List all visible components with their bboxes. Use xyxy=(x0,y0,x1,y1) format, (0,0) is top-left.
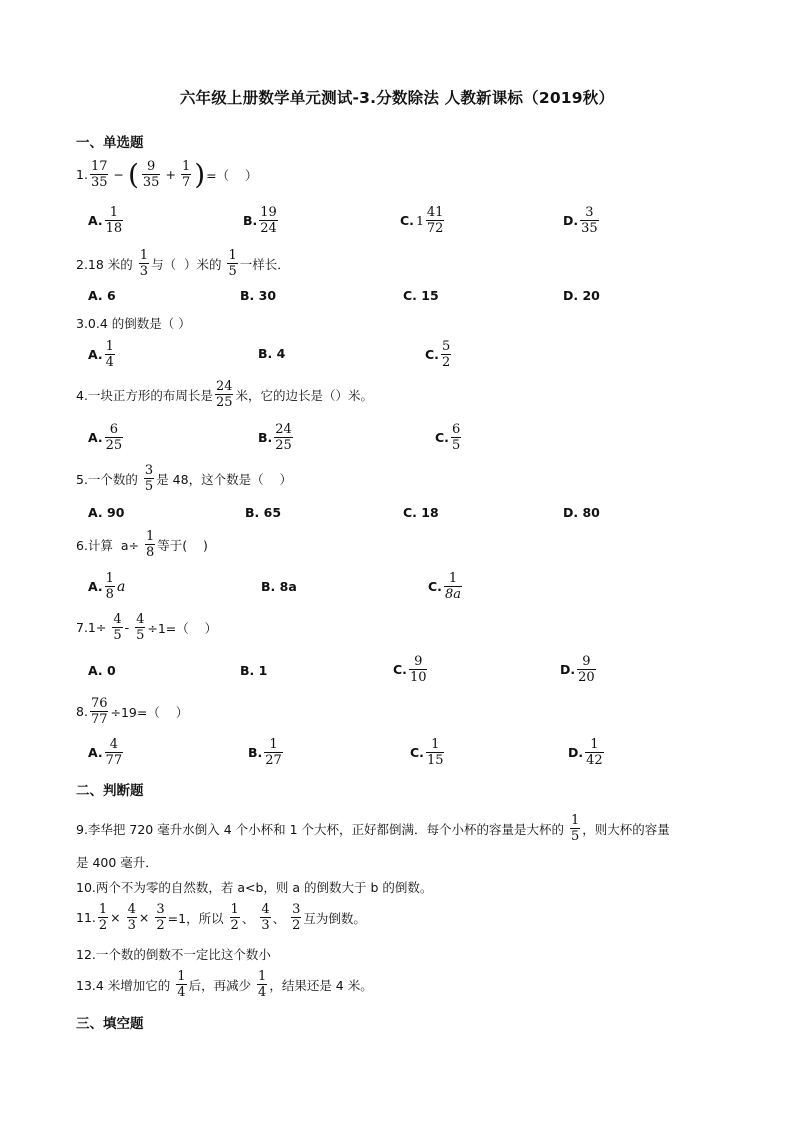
fraction: 1 4 xyxy=(177,969,186,1000)
question-11: 11. $\frac{1}{2}$ × $\frac{4}{3}$ × $\frac{3}{2}$ =1，所以 1 2 、 4 3 、 3 2 互为倒数。 xyxy=(76,902,366,933)
q4-option-c[interactable]: C. 6 5 xyxy=(435,422,461,453)
q8-option-c[interactable]: C. 1 15 xyxy=(410,737,444,768)
q2-option-c[interactable]: C. 15 xyxy=(403,288,439,303)
question-6: 6.计算 a÷ $\frac{1}{8}$ 等于( ) xyxy=(76,529,208,560)
q8-option-b[interactable]: B. 1 27 xyxy=(248,737,282,768)
section-heading-single-choice: 一、单选题 xyxy=(76,135,144,151)
fraction: $\frac{4}{3}$ xyxy=(127,902,136,933)
fraction: 1 5 xyxy=(571,813,580,844)
q1-option-d[interactable]: D. 3 35 xyxy=(563,205,598,236)
fraction: 3 2 xyxy=(292,902,301,933)
minus-sign: − xyxy=(113,167,124,182)
question-9: 9.李华把 720 毫升水倒入 4 个小杯和 1 个大杯，正好都倒满．每个小杯的容量是大杯的 1 5 ，则大杯的容量 xyxy=(76,813,670,844)
section-heading-true-false: 二、判断题 xyxy=(76,783,144,799)
q6-option-a[interactable]: A. 1 8 a xyxy=(88,571,126,602)
question-4: 4.一块正方形的布周长是 24 25 米，它的边长是（）米。 xyxy=(76,379,373,410)
fraction: 24 25 xyxy=(215,379,233,410)
q5-option-c[interactable]: C. 18 xyxy=(403,505,439,520)
question-3: 3.0.4 的倒数是（ ） xyxy=(76,316,191,331)
plus-sign: + xyxy=(165,167,176,182)
fraction: 1 3 xyxy=(139,248,149,279)
q1-option-c[interactable]: C. 1 41 72 xyxy=(400,205,444,236)
fraction: $\frac{1}{7}$ xyxy=(181,159,191,190)
fraction: $\frac{3}{2}$ xyxy=(156,902,165,933)
section-heading-fill-in: 三、填空题 xyxy=(76,1016,144,1032)
fraction: 1 2 xyxy=(230,902,239,933)
question-tail: =（ ） xyxy=(206,167,258,183)
right-parenthesis: ) xyxy=(194,157,206,191)
fraction: $\frac{1}{2}$ xyxy=(98,902,108,933)
question-8: 8. $\frac{76}{77}$ ÷19=（ ） xyxy=(76,696,189,727)
left-parenthesis: ( xyxy=(127,157,139,191)
q5-option-d[interactable]: D. 80 xyxy=(563,505,600,520)
fraction: 9 35 xyxy=(142,159,160,190)
fraction: $\frac{76}{77}$ xyxy=(90,696,108,727)
q7-option-b[interactable]: B. 1 xyxy=(240,663,268,678)
fraction: $\frac{4}{5}$ xyxy=(136,612,145,643)
question-2: 2.18 米的 1 3 与（ ）米的 1 5 一样长． xyxy=(76,248,290,279)
q1-option-b[interactable]: B. 19 24 xyxy=(243,205,277,236)
q3-option-c[interactable]: C. 5 2 xyxy=(425,339,451,370)
q8-option-a[interactable]: A. 4 77 xyxy=(88,737,123,768)
q4-option-a[interactable]: A. 6 25 xyxy=(88,422,123,453)
fraction: $\frac{4}{5}$ xyxy=(113,612,122,643)
q2-option-b[interactable]: B. 30 xyxy=(240,288,277,303)
question-10: 10.两个不为零的自然数，若 a<b，则 a 的倒数大于 b 的倒数。 xyxy=(76,880,433,895)
fraction: $\frac{1}{8}$ xyxy=(145,529,155,560)
q1-option-a[interactable]: A. 1 18 xyxy=(88,205,123,236)
q6-option-c[interactable]: C. 1 8a xyxy=(428,571,461,602)
q5-option-a[interactable]: A. 90 xyxy=(88,505,125,520)
question-13: 13.4 米增加它的 1 4 后，再减少 1 4 ，结果还是 4 米。 xyxy=(76,969,373,1000)
fraction: 1 4 xyxy=(258,969,267,1000)
document-title: 六年级上册数学单元测试-3.分数除法 人教新课标（2019秋） xyxy=(179,89,615,107)
q8-option-d[interactable]: D. 1 42 xyxy=(568,737,603,768)
question-number: 1. xyxy=(76,167,88,182)
question-9-line-2: 是 400 毫升． xyxy=(76,855,158,870)
question-5: 5.一个数的 3 5 是 48，这个数是（ ） xyxy=(76,463,292,494)
q2-option-a[interactable]: A. 6 xyxy=(88,288,116,303)
fraction: 4 3 xyxy=(261,902,270,933)
q3-option-b[interactable]: B. 4 xyxy=(258,346,286,361)
question-7: 7.1÷ $\frac{4}{5}$ - $\frac{4}{5}$ ÷1=（ ） xyxy=(76,612,218,643)
q6-option-b[interactable]: B. 8a xyxy=(261,579,297,594)
fraction: 1 5 xyxy=(228,248,237,279)
fraction: 3 5 xyxy=(144,463,154,494)
fraction: 17 35 xyxy=(90,159,108,190)
q5-option-b[interactable]: B. 65 xyxy=(245,505,282,520)
question-12: 12.一个数的倒数不一定比这个数小 xyxy=(76,947,271,962)
q3-option-a[interactable]: A. 1 4 xyxy=(88,339,114,370)
q7-option-c[interactable]: C. 9 10 xyxy=(393,654,427,685)
q7-option-d[interactable]: D. 9 20 xyxy=(560,654,595,685)
q4-option-b[interactable]: B. 24 25 xyxy=(258,422,292,453)
question-1 xyxy=(76,157,258,191)
q7-option-a[interactable]: A. 0 xyxy=(88,663,116,678)
q2-option-d[interactable]: D. 20 xyxy=(563,288,600,303)
